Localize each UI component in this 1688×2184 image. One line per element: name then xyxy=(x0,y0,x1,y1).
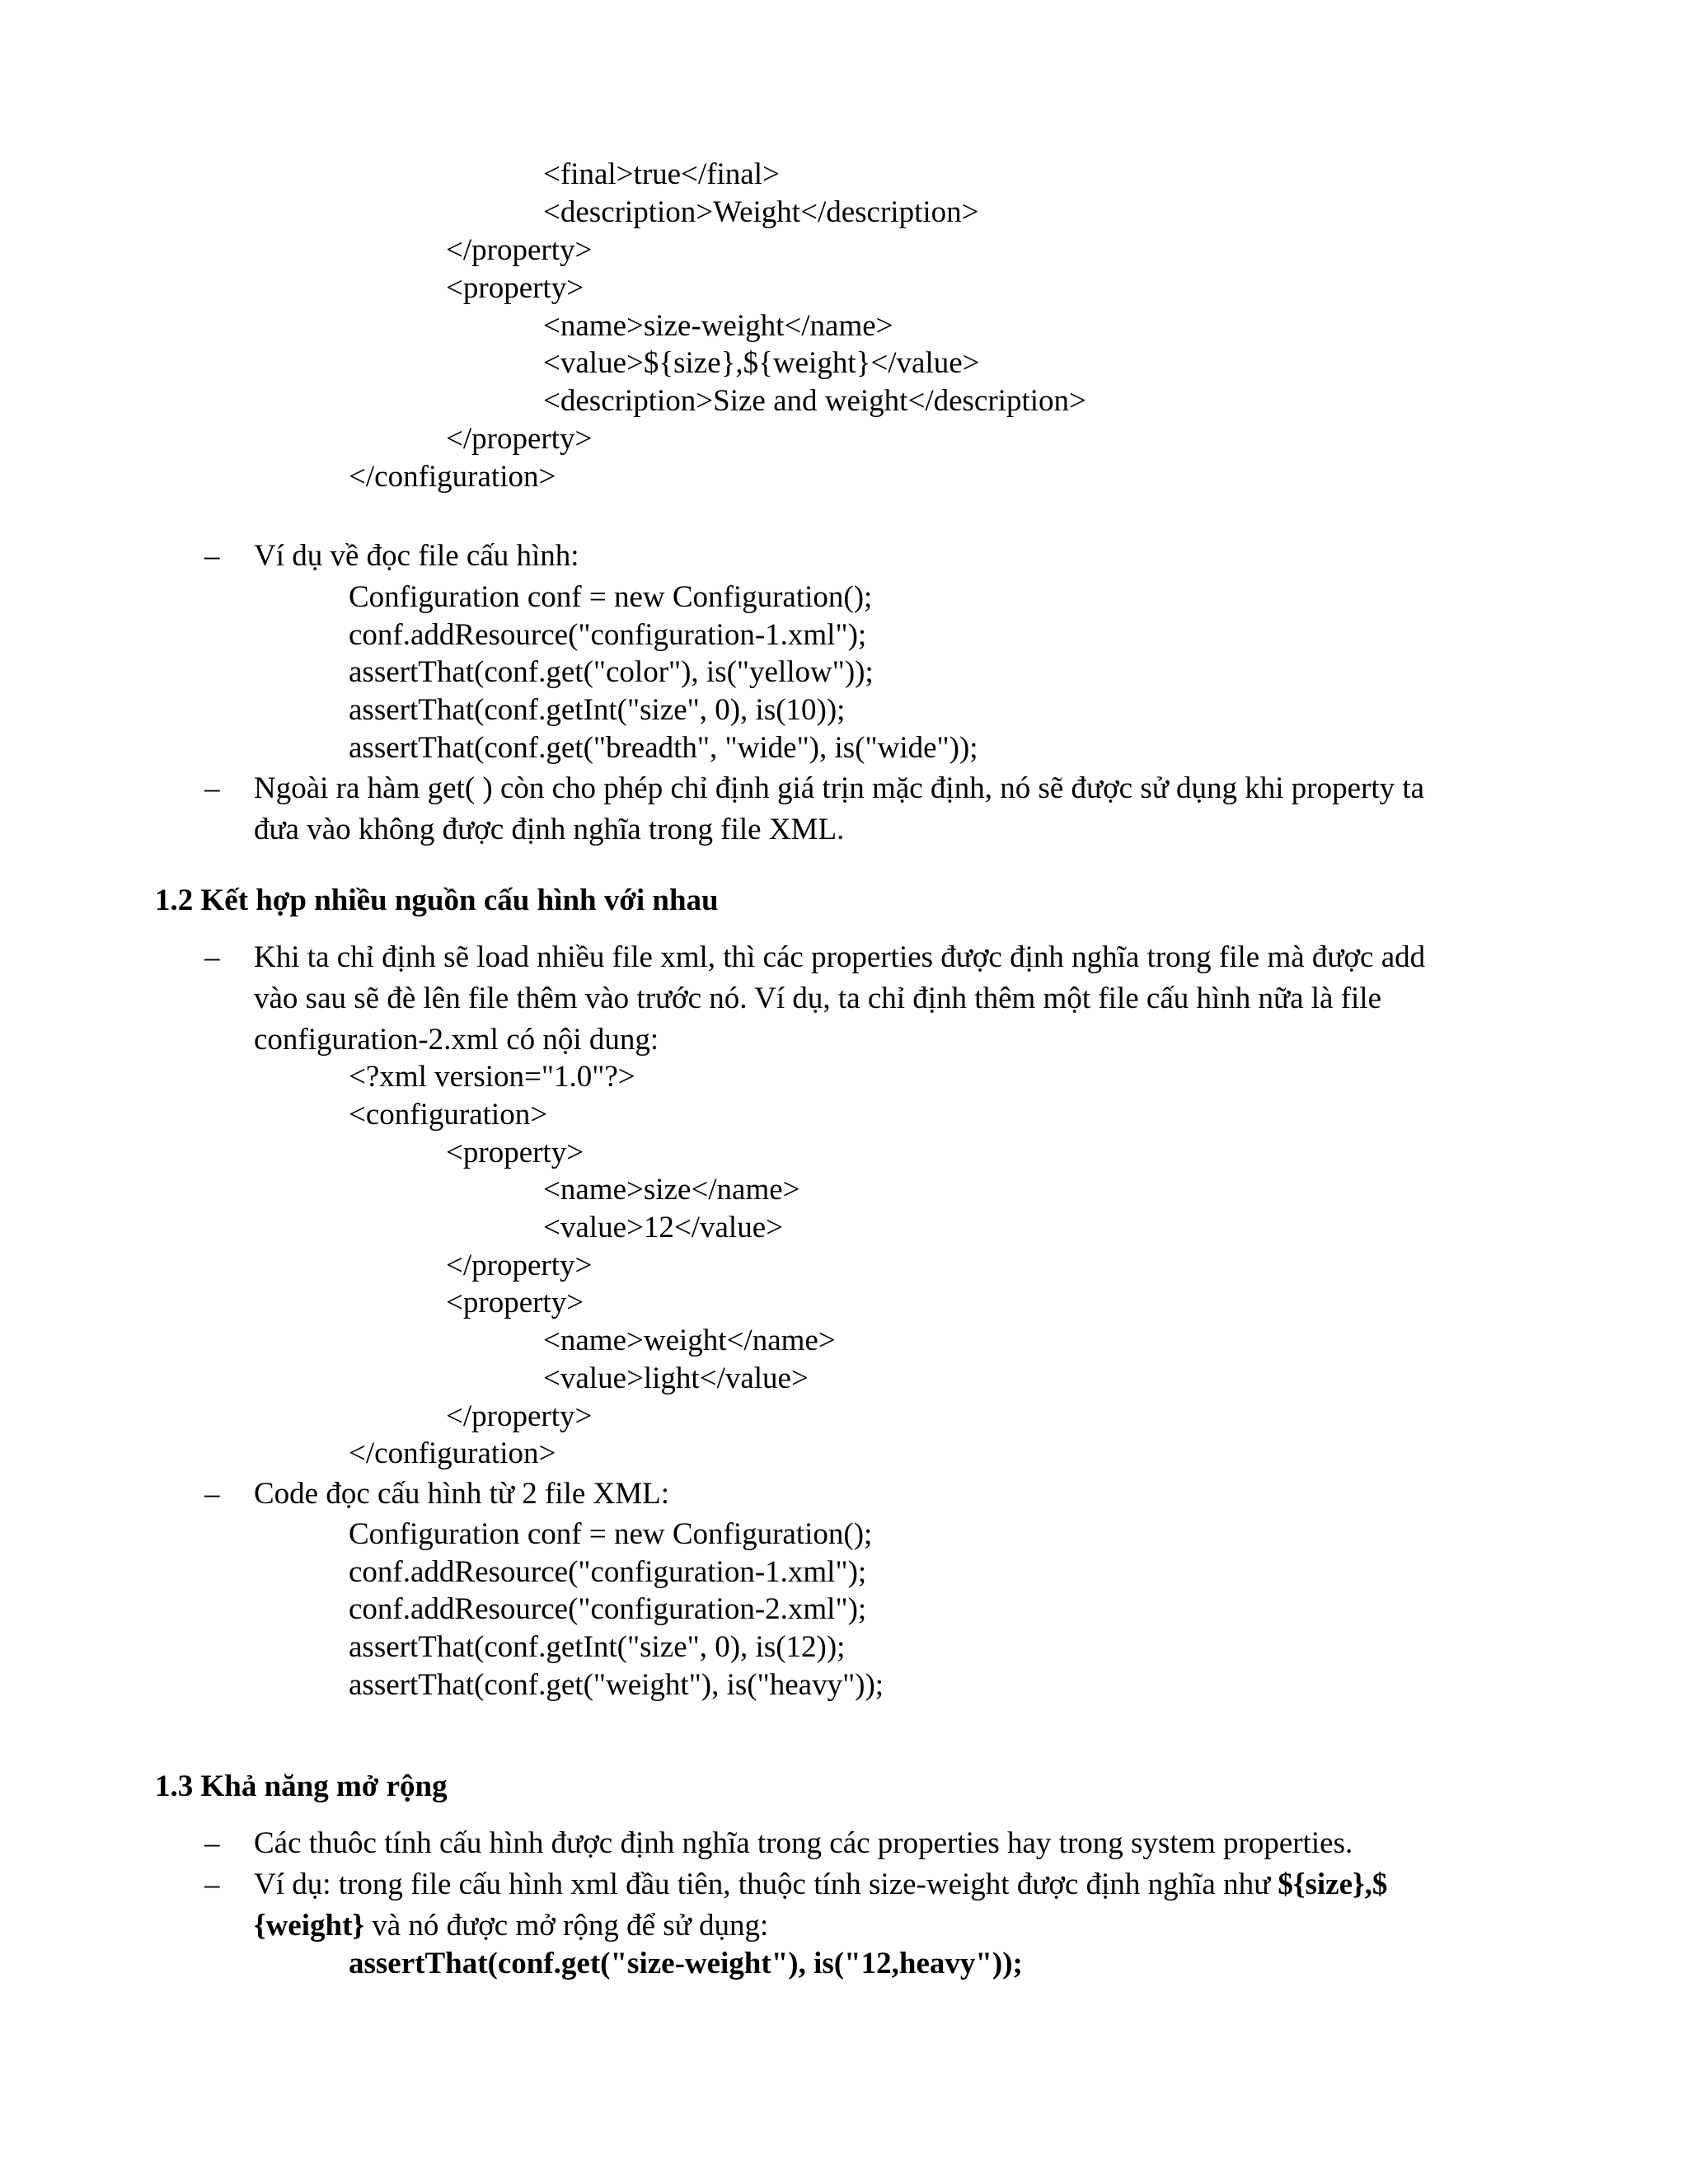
bullet-text: Khi ta chỉ định sẽ load nhiều file xml, thì các properties được định nghĩa trong file mà được add xyxy=(254,940,1426,974)
xml-line: <value>${size},${weight}</value> xyxy=(543,346,980,380)
bullet-text: Ví dụ về đọc file cấu hình: xyxy=(254,539,579,573)
xml-line: </property> xyxy=(446,422,593,456)
bullet-text-prefix: Ví dụ: trong file cấu hình xml đầu tiên, thuộc tính size-weight được định nghĩa như xyxy=(254,1868,1278,1901)
bullet-dash: – xyxy=(204,1826,220,1860)
code-line: assertThat(conf.getInt("size", 0), is(12)); xyxy=(349,1630,846,1664)
code-line: conf.addResource("configuration-1.xml"); xyxy=(349,618,867,652)
xml-line: <value>light</value> xyxy=(543,1361,809,1395)
bullet-text: Code đọc cấu hình từ 2 file XML: xyxy=(254,1477,670,1511)
xml-line: </property> xyxy=(446,233,593,267)
code-line: Configuration conf = new Configuration(); xyxy=(349,1517,873,1551)
xml-line: <name>size</name> xyxy=(543,1173,800,1207)
xml-line: <description>Weight</description> xyxy=(543,195,979,229)
bullet-dash: – xyxy=(204,1868,220,1901)
code-line: assertThat(conf.getInt("size", 0), is(10)); xyxy=(349,693,846,727)
bullet-text-suffix: và nó được mở rộng để sử dụng: xyxy=(363,1909,769,1943)
xml-line: </configuration> xyxy=(349,460,556,494)
xml-line: <final>true</final> xyxy=(543,157,780,191)
bullet-dash: – xyxy=(204,940,220,974)
bullet-text: đưa vào không được định nghĩa trong file XML. xyxy=(254,813,845,846)
bullet-text-line xyxy=(254,1910,768,1941)
bold-code-line: assertThat(conf.get("size-weight"), is("12,heavy")); xyxy=(349,1947,1023,1980)
code-line: assertThat(conf.get("color"), is("yellow")); xyxy=(349,655,874,689)
section-heading: 1.3 Khả năng mở rộng xyxy=(155,1769,448,1803)
code-line: conf.addResource("configuration-1.xml"); xyxy=(349,1555,867,1589)
code-line: Configuration conf = new Configuration(); xyxy=(349,580,873,614)
bold-code-fragment: ${size},$ xyxy=(1278,1868,1388,1901)
bullet-text-line xyxy=(254,1869,1387,1900)
xml-line: <configuration> xyxy=(349,1098,548,1132)
section-heading: 1.2 Kết hợp nhiều nguồn cấu hình với nhau xyxy=(155,883,719,917)
bullet-text: Các thuôc tính cấu hình được định nghĩa trong các properties hay trong system properties. xyxy=(254,1826,1353,1860)
code-line: conf.addResource("configuration-2.xml"); xyxy=(349,1592,867,1626)
xml-line: <name>size-weight</name> xyxy=(543,309,893,343)
code-line: assertThat(conf.get("weight"), is("heavy")); xyxy=(349,1668,884,1702)
code-line: assertThat(conf.get("breadth", "wide"), is("wide")); xyxy=(349,731,978,765)
xml-line: </property> xyxy=(446,1249,593,1282)
xml-line: <value>12</value> xyxy=(543,1211,783,1244)
bullet-dash: – xyxy=(204,1477,220,1511)
xml-line: <?xml version="1.0"?> xyxy=(349,1060,635,1094)
xml-line: <property> xyxy=(446,1286,584,1319)
xml-line: </configuration> xyxy=(349,1436,556,1470)
bullet-dash: – xyxy=(204,539,220,573)
bullet-text: vào sau sẽ đè lên file thêm vào trước nó. Ví dụ, ta chỉ định thêm một file cấu hình nữa là file xyxy=(254,982,1382,1015)
xml-line: </property> xyxy=(446,1399,593,1433)
bullet-text: Ngoài ra hàm get( ) còn cho phép chỉ định giá trịn mặc định, nó sẽ được sử dụng khi property ta xyxy=(254,771,1425,805)
xml-line: <property> xyxy=(446,271,584,305)
bullet-text: configuration-2.xml có nội dung: xyxy=(254,1023,659,1057)
xml-line: <description>Size and weight</description> xyxy=(543,384,1086,418)
bullet-dash: – xyxy=(204,771,220,805)
xml-line: <name>weight</name> xyxy=(543,1324,836,1357)
xml-line: <property> xyxy=(446,1136,584,1169)
bold-code-fragment: {weight} xyxy=(254,1909,364,1943)
